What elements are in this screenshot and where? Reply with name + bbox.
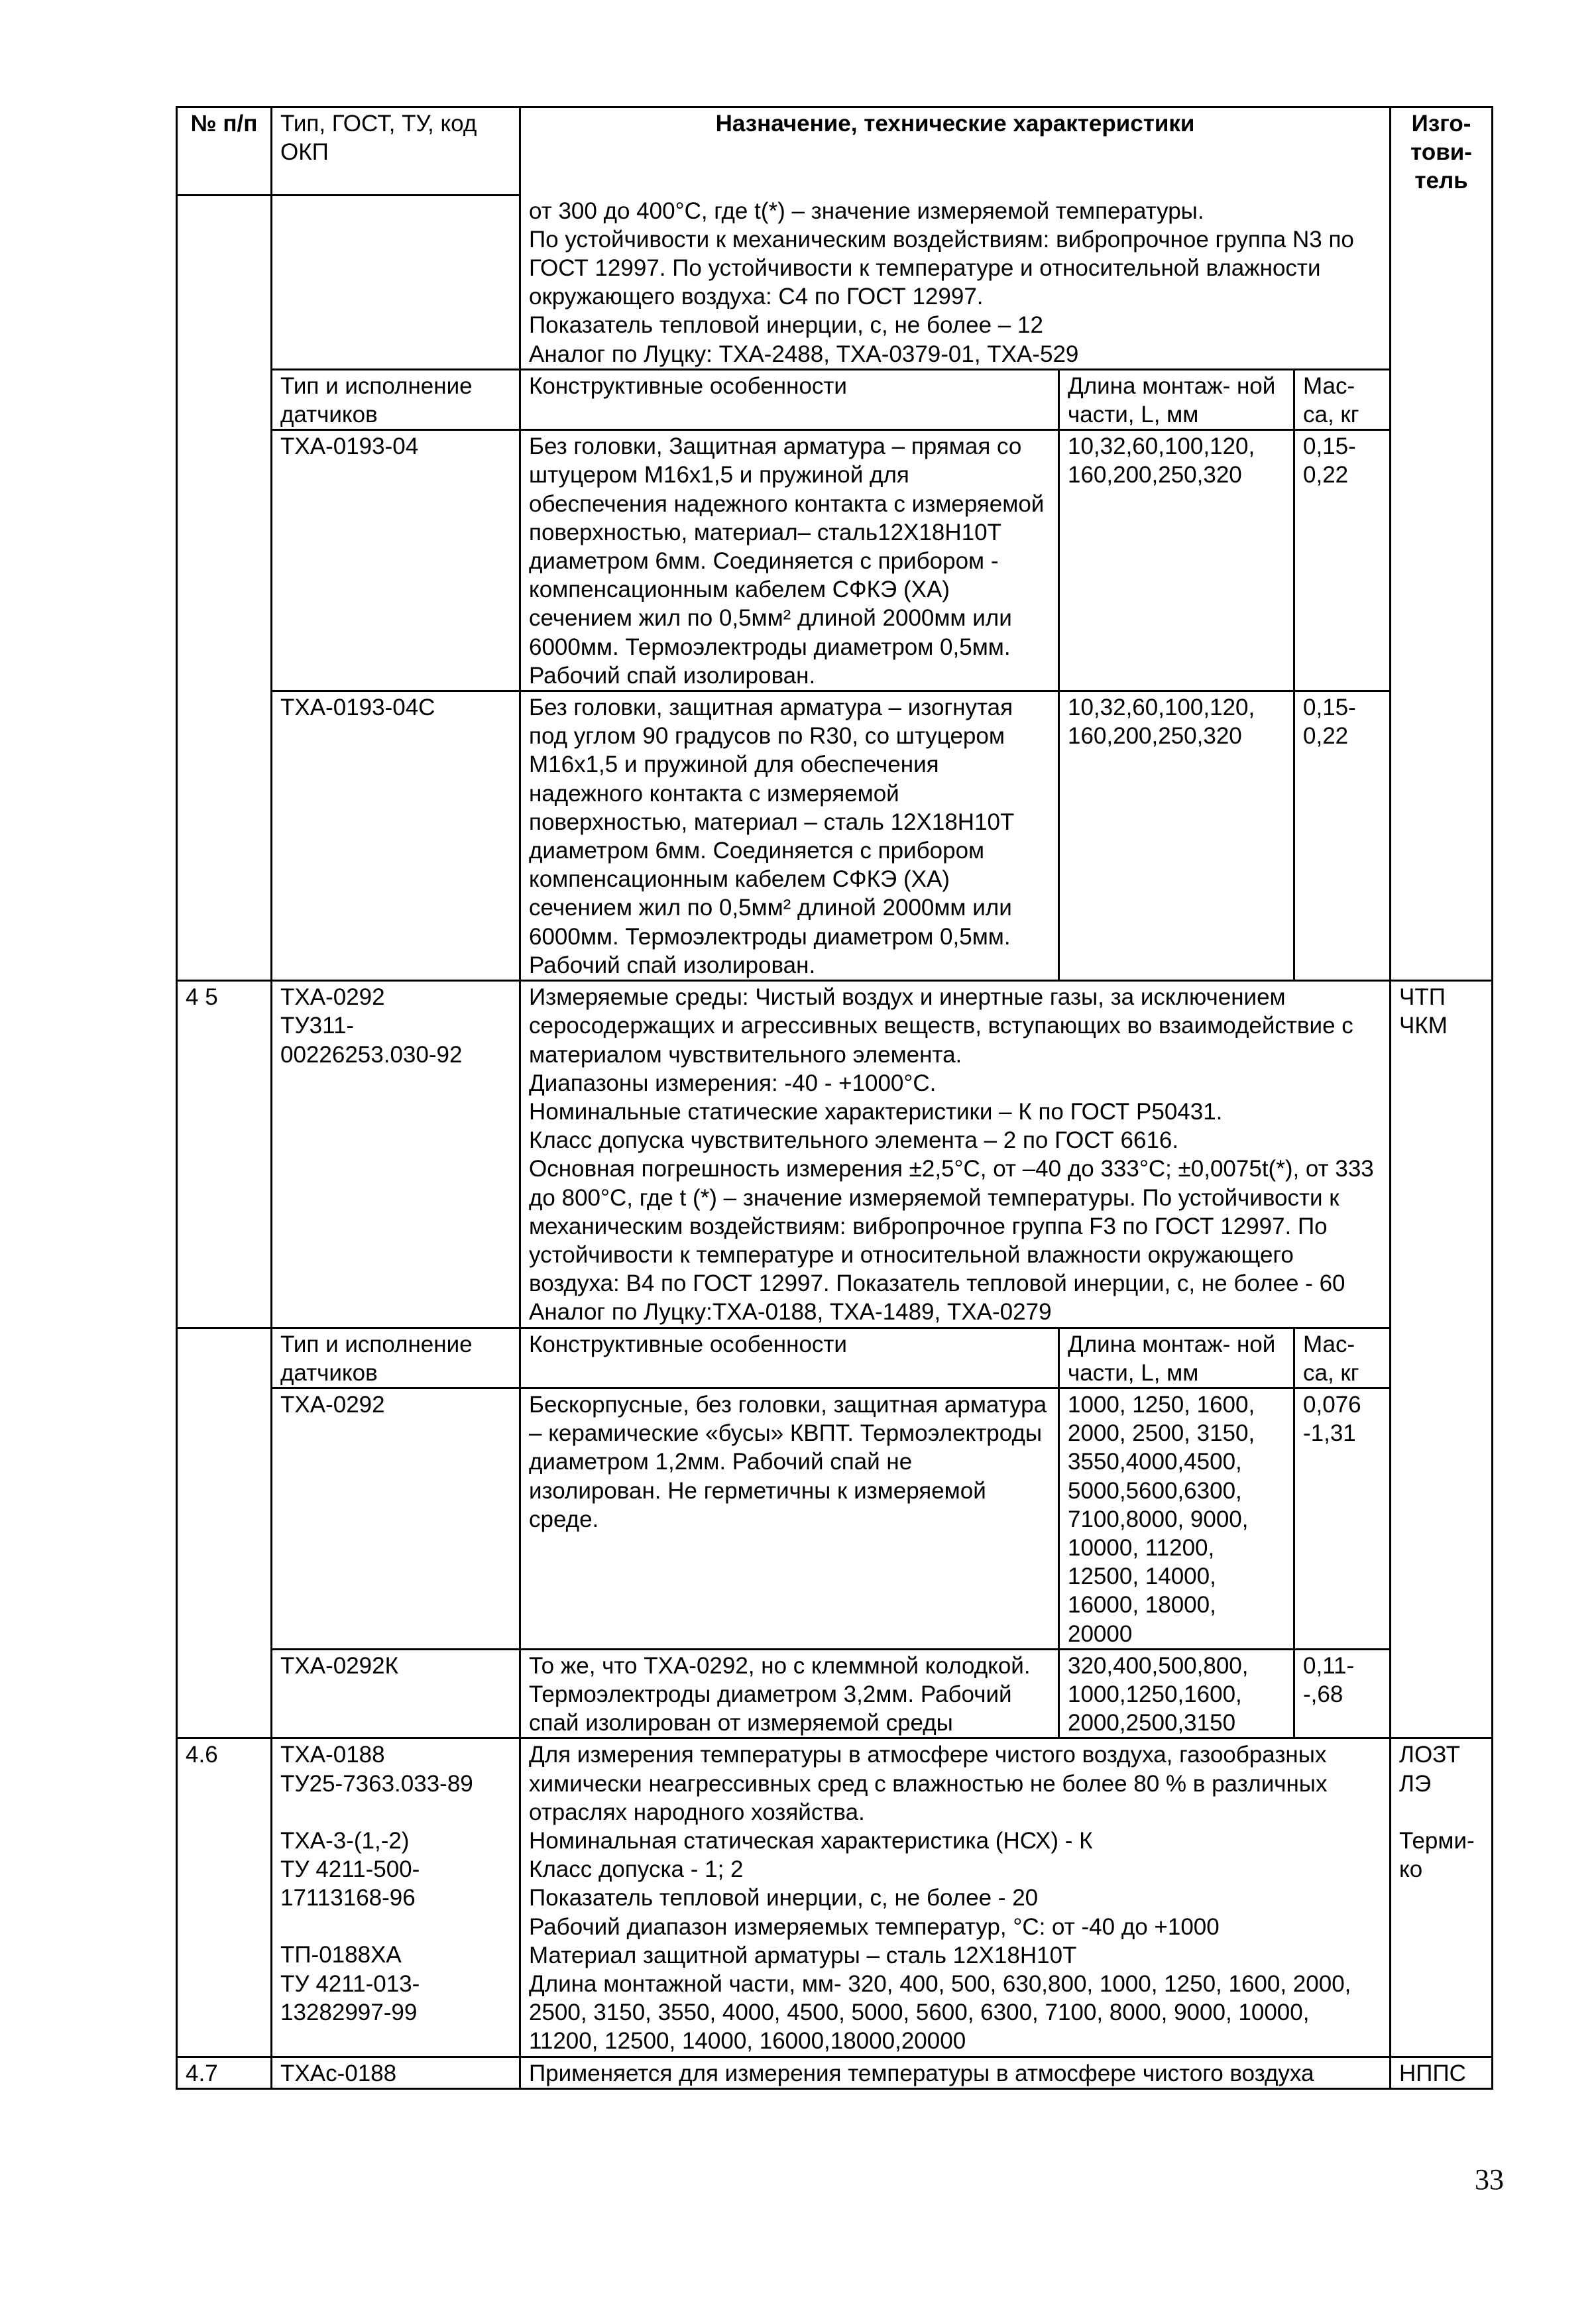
sensor-design: То же, что ТХА-0292, но с клеммной колодкой. Термоэлектроды диаметром 3,2мм. Рабочий спай изолирован от измеряемой среды bbox=[520, 1649, 1059, 1738]
sensor-mass: 0,11- -,68 bbox=[1294, 1649, 1391, 1738]
sensor-type: ТХА-0193-04 bbox=[272, 430, 520, 691]
sensor-row bbox=[177, 691, 1493, 981]
cont-line: По устойчивости к механическим воздействиям: вибропрочное группа N3 по ГОСТ 12997. По устойчивости к температуре и относительной влажности окружающего воздуха: С4 по ГОСТ 12997. bbox=[529, 226, 1354, 310]
sensor-design: Без головки, Защитная арматура – прямая со штуцером М16х1,5 и пружиной для обеспечения надежного контакта с измеряемой поверхностью, материал– сталь12Х18Н10Т диаметром 6мм. Соединяется с прибором - компенсационным кабелем СФКЭ (ХА) сечением жил по 0,5мм² длиной 2000мм или 6000мм. Термоэлектроды диаметром 0,5мм. Рабочий спай изолирован. bbox=[520, 430, 1059, 691]
item-description: Применяется для измерения температуры в атмосфере чистого воздуха bbox=[520, 2057, 1391, 2088]
item-description: Для измерения температуры в атмосфере чистого воздуха, газообразных химически неагрессивных сред с влажностью не более 80 % в различных отраслях народного хозяйства. Номинальная статическая характеристика (НСХ) - К Класс допуска - 1; 2 Показатель тепловой инерции, с, не более - 20 Рабочий диапазон измеряемых температур, °С: от -40 до +1000 Материал защитной арматуры – сталь 12Х18Н10Т Длина монтажной части, мм- 320, 400, 500, 630,800, 1000, 1250, 1600, 2000, 2500, 3150, 3550, 4000, 4500, 5000, 5600, 6300, 7100, 8000, 9000, 10000, 11200, 12500, 14000, 16000,18000,20000 bbox=[520, 1738, 1391, 2057]
header-type: Тип, ГОСТ, ТУ, код ОКП bbox=[272, 107, 520, 196]
item-type: ТХА-0188 ТУ25-7363.033-89 ТХА-3-(1,-2) ТУ 4211-500- 17113168-96 ТП-0188ХА ТУ 4211-013- 13282997-99 bbox=[272, 1738, 520, 2057]
item-num: 4 5 bbox=[177, 981, 272, 1328]
sensor-mass: 0,15- 0,22 bbox=[1294, 691, 1391, 981]
sensor-type: ТХА-0193-04С bbox=[272, 691, 520, 981]
page-number: 33 bbox=[1475, 2163, 1504, 2196]
header-purpose: Назначение, технические характеристики bbox=[520, 107, 1391, 196]
subheader-length: Длина монтаж- ной части, L, мм bbox=[1059, 1328, 1294, 1388]
subheader-row bbox=[177, 369, 1493, 429]
cont-line: Аналог по Луцку: ТХА-2488, ТХА-0379-01, ТХА-529 bbox=[529, 341, 1079, 367]
sensor-type: ТХА-0292К bbox=[272, 1649, 520, 1738]
item-maker: НППС bbox=[1391, 2057, 1493, 2088]
item-num: 4.6 bbox=[177, 1738, 272, 2057]
subheader-mass: Мас- са, кг bbox=[1294, 1328, 1391, 1388]
subheader-type: Тип и исполнение датчиков bbox=[272, 1328, 520, 1388]
item-type: ТХАс-0188 bbox=[272, 2057, 520, 2088]
item-num: 4.7 bbox=[177, 2057, 272, 2088]
sensor-row bbox=[177, 1649, 1493, 1738]
item-row-47 bbox=[177, 2057, 1493, 2088]
subheader-length: Длина монтаж- ной части, L, мм bbox=[1059, 369, 1294, 429]
subheader-row bbox=[177, 1328, 1493, 1388]
header-maker: Изго- тови- тель bbox=[1391, 107, 1493, 196]
sensor-row bbox=[177, 1388, 1493, 1649]
sensor-length: 1000, 1250, 1600, 2000, 2500, 3150, 3550,4000,4500, 5000,5600,6300, 7100,8000, 9000, 10000, 11200, 12500, 14000, 16000, 18000, 20000 bbox=[1059, 1388, 1294, 1649]
item-description: Измеряемые среды: Чистый воздух и инертные газы, за исключением серосодержащих и агрессивных веществ, вступающих во взаимодействие с материалом чувствительного элемента. Диапазоны измерения: -40 - +1000°С. Номинальные статические характеристики – К по ГОСТ Р50431. Класс допуска чувствительного элемента – 2 по ГОСТ 6616. Основная погрешность измерения ±2,5°С, от –40 до 333°С; ±0,0075t(*), от 333 до 800°С, где t (*) – значение измеряемой температуры. По устойчивости к механическим воздействиям: вибропрочное группа F3 по ГОСТ 12997. По устойчивости к температуре и относительной влажности окружающего воздуха: В4 по ГОСТ 12997. Показатель тепловой инерции, с, не более - 60 Аналог по Луцку:ТХА-0188, ТХА-1489, ТХА-0279 bbox=[520, 981, 1391, 1328]
sensor-mass: 0,076 -1,31 bbox=[1294, 1388, 1391, 1649]
header-row bbox=[177, 107, 1493, 196]
item-maker: ЧТП ЧКМ bbox=[1391, 981, 1493, 1328]
document-page bbox=[176, 106, 1491, 2090]
sensor-type: ТХА-0292 bbox=[272, 1388, 520, 1649]
sensor-design: Бескорпусные, без головки, защитная арматура – керамические «бусы» КВПТ. Термоэлектроды диаметром 1,2мм. Рабочий спай не изолирован. Не герметичны к измеряемой среде. bbox=[520, 1388, 1059, 1649]
spec-table bbox=[176, 106, 1493, 2090]
continuation-row bbox=[177, 196, 1493, 370]
continuation-text bbox=[520, 196, 1391, 370]
subheader-mass: Мас- са, кг bbox=[1294, 369, 1391, 429]
sensor-design: Без головки, защитная арматура – изогнутая под углом 90 градусов по R30, со штуцером М16х1,5 и пружиной для обеспечения надежного контакта с измеряемой поверхностью, материал – сталь 12Х18Н10Т диаметром 6мм. Соединяется с прибором компенсационным кабелем СФКЭ (ХА) сечением жил по 0,5мм² длиной 2000мм или 6000мм. Термоэлектроды диаметром 0,5мм. Рабочий спай изолирован. bbox=[520, 691, 1059, 981]
subheader-design: Конструктивные особенности bbox=[520, 369, 1059, 429]
subheader-design: Конструктивные особенности bbox=[520, 1328, 1059, 1388]
cont-line: от 300 до 400°С, где t(*) – значение измеряемой температуры. bbox=[529, 198, 1204, 224]
item-type: ТХА-0292 ТУ311- 00226253.030-92 bbox=[272, 981, 520, 1328]
sensor-row bbox=[177, 430, 1493, 691]
sensor-mass: 0,15- 0,22 bbox=[1294, 430, 1391, 691]
sensor-length: 320,400,500,800, 1000,1250,1600, 2000,2500,3150 bbox=[1059, 1649, 1294, 1738]
subheader-type: Тип и исполнение датчиков bbox=[272, 369, 520, 429]
item-row-46 bbox=[177, 1738, 1493, 2057]
item-row-45 bbox=[177, 981, 1493, 1328]
sensor-length: 10,32,60,100,120, 160,200,250,320 bbox=[1059, 691, 1294, 981]
item-maker: ЛОЗТ ЛЭ Терми- ко bbox=[1391, 1738, 1493, 2057]
header-num: № п/п bbox=[177, 107, 272, 196]
sensor-length: 10,32,60,100,120, 160,200,250,320 bbox=[1059, 430, 1294, 691]
cont-line: Показатель тепловой инерции, с, не более – 12 bbox=[529, 312, 1043, 339]
